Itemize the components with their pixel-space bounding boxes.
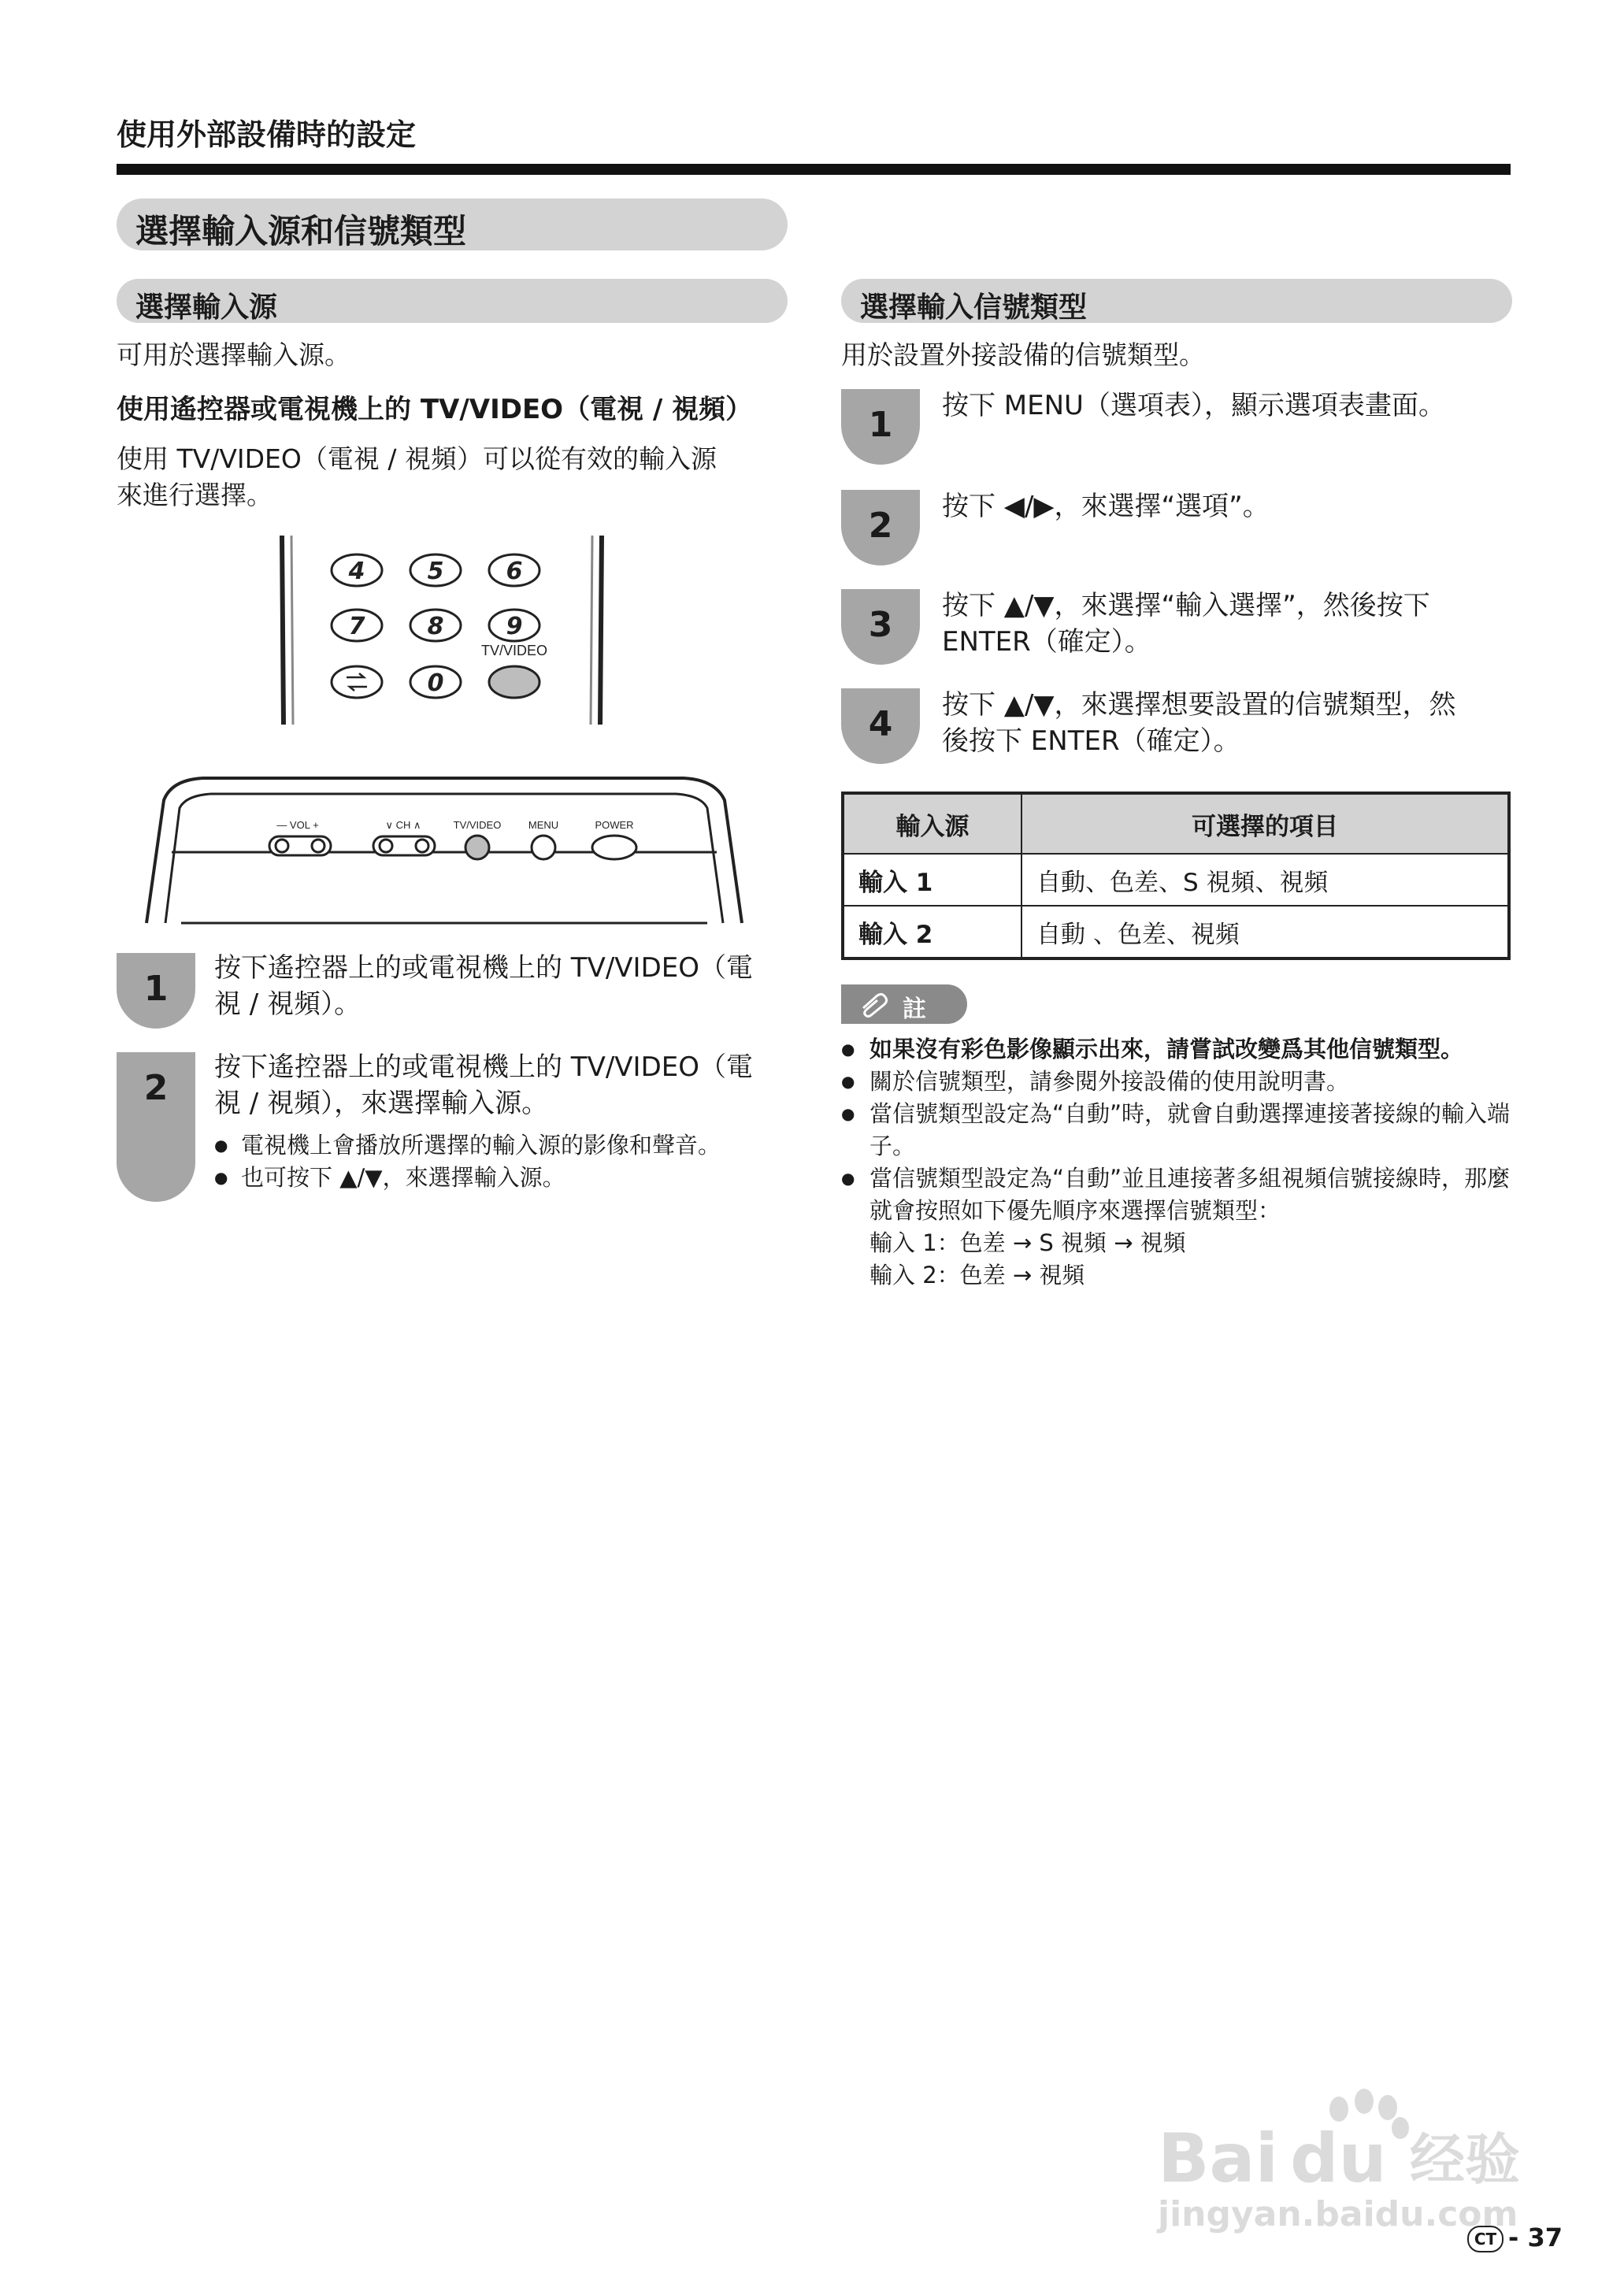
left-description-line1: 使用 TV/VIDEO（電視 / 視頻）可以從有效的輸入源	[117, 443, 717, 474]
key-7-label: 7	[348, 613, 365, 640]
note-list	[841, 1033, 1512, 1292]
table-cell-options: 自動 、色差、視頻	[1021, 906, 1509, 958]
left-step-2-tab	[117, 1052, 195, 1202]
page-footer	[1467, 2223, 1563, 2252]
key-8-label: 8	[427, 613, 444, 640]
left-step-1-line1: 按下遙控器上的或電視機上的 TV/VIDEO（電	[214, 952, 753, 984]
note-item-4: ● 當信號類型設定為“自動”並且連接著多組視頻信號接線時，那麼就會按照如下優先順序來選擇信號類型：	[841, 1162, 1512, 1227]
left-step-2-bullet-1: ● 電視機上會播放所選擇的輸入源的影像和聲音。	[214, 1129, 797, 1162]
section-header: 使用外部設備時的設定	[117, 117, 417, 152]
left-step-1-number: 1	[143, 969, 169, 1009]
table-header-options: 可選擇的項目	[1021, 793, 1509, 854]
left-step-2-line2: 視 / 視頻），來選擇輸入源。	[214, 1088, 549, 1119]
note-item-1: ● 如果沒有彩色影像顯示出來，請嘗試改變爲其他信號類型。	[841, 1033, 1512, 1066]
paperclip-icon	[857, 991, 892, 1018]
right-step-4-line2: 後按下 ENTER（確定）。	[942, 725, 1240, 757]
right-step-2-number: 2	[868, 506, 893, 546]
right-step-1-number: 1	[868, 405, 893, 445]
right-step-1-line1: 按下 MENU（選項表），顯示選項表畫面。	[942, 390, 1445, 421]
language-badge: CT	[1467, 2226, 1503, 2252]
right-step-1-tab	[841, 389, 920, 465]
right-step-2-text	[942, 488, 1541, 525]
right-step-3-number: 3	[868, 605, 893, 645]
panel-tvvideo-button	[465, 836, 489, 859]
right-step-4-text	[942, 687, 1541, 759]
left-step-1-line2: 視 / 視頻）。	[214, 988, 362, 1020]
table-row	[843, 854, 1509, 906]
panel-menu-button	[532, 836, 555, 859]
panel-ch-label: ∨ CH ∧	[385, 819, 421, 831]
table-header-source: 輸入源	[843, 793, 1021, 854]
baidu-watermark	[1150, 2079, 1559, 2237]
key-flashback	[332, 666, 382, 698]
left-description	[117, 441, 794, 514]
left-step-2-number: 2	[143, 1068, 169, 1108]
table-cell-options: 自動、色差、S 視頻、視頻	[1021, 854, 1509, 906]
table-row	[843, 906, 1509, 958]
right-section-title	[841, 279, 1512, 323]
header-rule	[117, 164, 1511, 175]
left-intro: 可用於選擇輸入源。	[117, 339, 350, 370]
key-4-label: 4	[348, 558, 365, 585]
panel-power-label: POWER	[595, 819, 634, 831]
right-step-2-line1: 按下 ◀/▶，來選擇“選項”。	[942, 491, 1270, 522]
panel-power-button	[592, 836, 636, 859]
right-section-title-text: 選擇輸入信號類型	[860, 291, 1088, 324]
remote-tvvideo-label: TV/VIDEO	[480, 643, 548, 658]
left-step-2-bullet-2: ● 也可按下 ▲/▼，來選擇輸入源。	[214, 1162, 797, 1194]
remote-illustration	[268, 536, 614, 725]
left-step-1-text	[214, 950, 813, 1022]
left-section-title-text: 選擇輸入源	[135, 291, 278, 324]
right-step-4-tab	[841, 688, 920, 764]
tv-panel-illustration	[140, 769, 748, 926]
left-step-1-tab	[117, 953, 195, 1029]
note-item-2: ● 關於信號類型，請參閱外接設備的使用說明書。	[841, 1066, 1512, 1098]
key-tvvideo	[489, 666, 539, 698]
key-9-label: 9	[506, 613, 523, 640]
panel-menu-label: MENU	[528, 819, 559, 831]
main-section-title-text: 選擇輸入源和信號類型	[135, 212, 467, 250]
signal-type-table	[841, 792, 1511, 960]
key-0-label: 0	[427, 669, 444, 697]
left-step-2-line1: 按下遙控器上的或電視機上的 TV/VIDEO（電	[214, 1051, 753, 1083]
left-step-2-text	[214, 1049, 813, 1122]
key-5-label: 5	[427, 558, 444, 585]
right-step-3-text	[942, 588, 1541, 660]
watermark-brand: Bai	[1158, 2119, 1279, 2198]
table-cell-source: 輸入 2	[843, 906, 1021, 958]
left-section-title	[117, 279, 788, 323]
right-step-4-number: 4	[868, 704, 893, 744]
watermark-cn: 经验	[1410, 2127, 1520, 2192]
main-section-title	[117, 198, 788, 250]
right-step-3-line2: ENTER（確定）。	[942, 626, 1151, 658]
note-priority-2: 輸入 2：色差 → 視頻	[869, 1262, 1085, 1288]
page-number: - 37	[1508, 2223, 1563, 2252]
left-subheading: 使用遙控器或電視機上的 TV/VIDEO（電視 / 視頻）	[117, 394, 753, 425]
right-step-3-line1: 按下 ▲/▼，來選擇“輸入選擇”，然後按下	[942, 590, 1430, 621]
panel-tvvideo-label: TV/VIDEO	[453, 819, 502, 831]
watermark-url: jingyan.baidu.com	[1158, 2194, 1518, 2234]
left-description-line2: 來進行選擇。	[117, 480, 273, 510]
right-intro: 用於設置外接設備的信號類型。	[841, 339, 1205, 370]
right-step-4-line1: 按下 ▲/▼，來選擇想要設置的信號類型，然	[942, 689, 1456, 721]
note-badge	[841, 984, 967, 1024]
left-step-2-bullets	[214, 1129, 797, 1194]
note-label: 註	[903, 995, 926, 1023]
key-6-label: 6	[506, 558, 523, 585]
right-step-3-tab	[841, 589, 920, 665]
watermark-brand2: du	[1290, 2119, 1387, 2198]
right-step-1-text	[942, 387, 1541, 424]
note-item-3: ● 當信號類型設定為“自動”時，就會自動選擇連接著接線的輸入端子。	[841, 1098, 1512, 1162]
table-header-row	[843, 793, 1509, 854]
table-cell-source: 輸入 1	[843, 854, 1021, 906]
right-step-2-tab	[841, 490, 920, 565]
panel-vol-label: — VOL +	[276, 819, 319, 831]
note-priority-1: 輸入 1：色差 → S 視頻 → 視頻	[869, 1229, 1186, 1256]
